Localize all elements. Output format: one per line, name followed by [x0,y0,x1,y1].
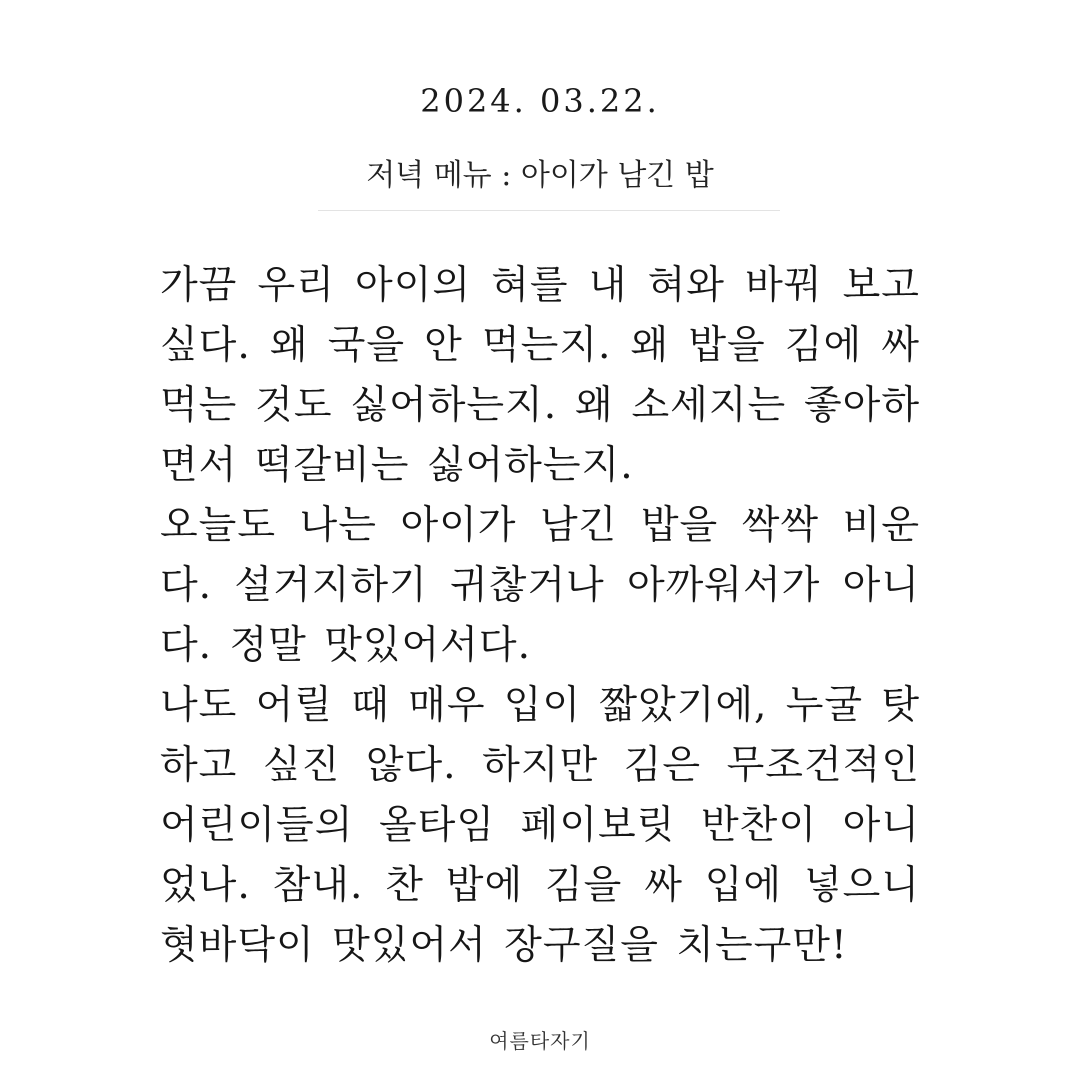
entry-date: 2024. 03.22. [420,82,660,120]
body-paragraph-3: 나도 어릴 때 매우 입이 짧았기에, 누굴 탓하고 싶진 않다. 하지만 김은 무조건적인 어린이들의 올타임 페이보릿 반찬이 아니었나. 참내. 찬 밥에 김을 싸 입에 넣으니 혓바닥이 맛있어서 장구질을 치는구만! [160,683,920,968]
body-paragraph-2: 오늘도 나는 아이가 남긴 밥을 싹싹 비운다. 설거지하기 귀찮거나 아까워서가 아니다. 정말 맛있어서다. [160,503,920,668]
body-paragraph-1: 가끔 우리 아이의 혀를 내 혀와 바꿔 보고 싶다. 왜 국을 안 먹는지. 왜 밥을 김에 싸 먹는 것도 싫어하는지. 왜 소세지는 좋아하면서 떡갈비는 싫어하는지. [160,263,920,488]
entry-body [160,256,920,976]
title-divider [318,210,780,211]
author-signature: 여름타자기 [489,1029,591,1053]
entry-title: 저녁 메뉴 : 아이가 남긴 밥 [366,158,714,193]
